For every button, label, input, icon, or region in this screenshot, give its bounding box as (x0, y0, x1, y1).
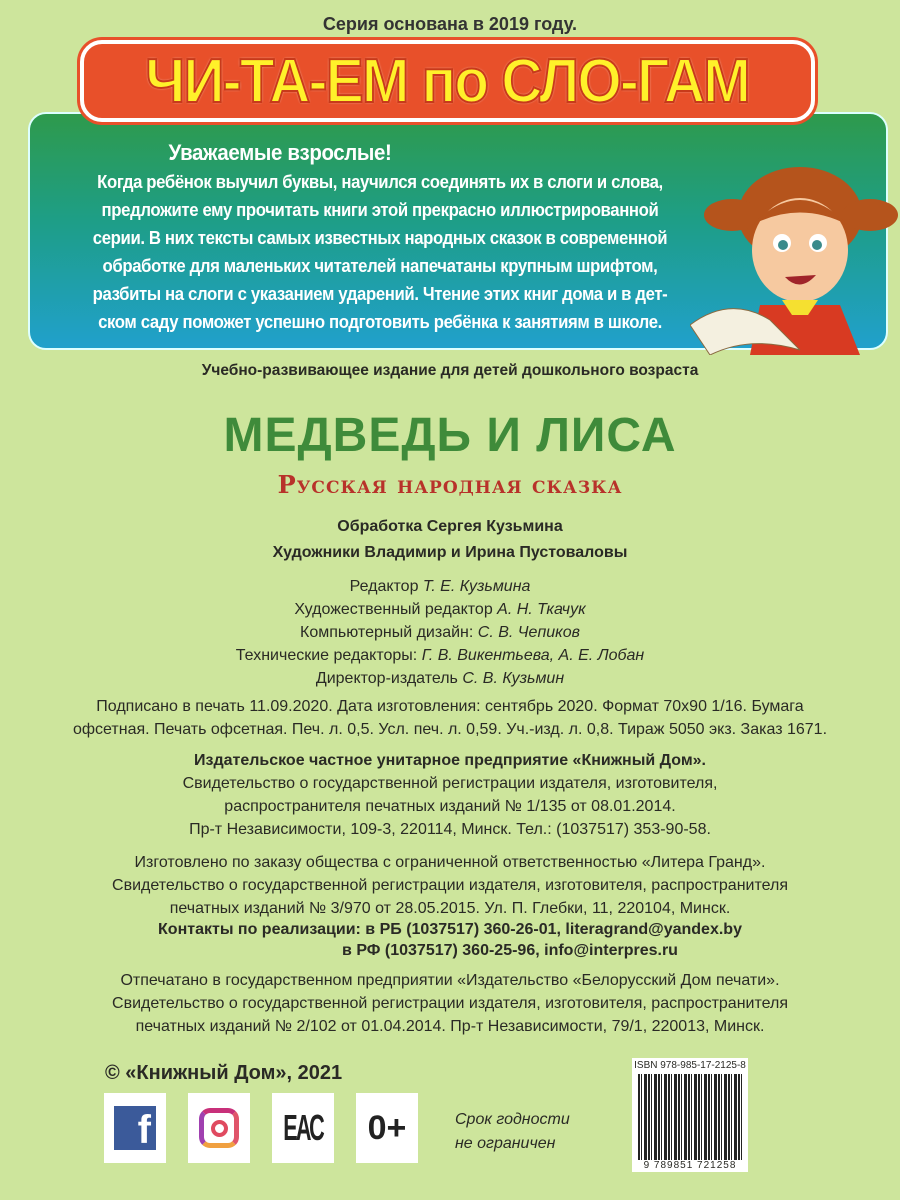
edition-type: Учебно-развивающее издание для детей дошкольного возраста (201, 362, 699, 379)
manufacturer-line: Свидетельство о государственной регистрации издателя, изготовителя, распространителя (112, 877, 788, 894)
publisher-line: распространителя печатных изданий № 1/135 от 08.01.2014. (224, 798, 676, 815)
imprint-line: офсетная. Печать офсетная. Печ. л. 0,5. Усл. печ. л. 0,59. Уч.-изд. л. 0,8. Тираж 5050 экз. Заказ 1671. (72, 721, 828, 738)
printer-line: печатных изданий № 2/102 от 01.04.2014. Пр-т Независимости, 79/1, 220013, Минск. (135, 1018, 765, 1035)
staff-editor: Редактор Т. Е. Кузьмина (349, 578, 531, 595)
imprint-line: Подписано в печать 11.09.2020. Дата изготовления: сентябрь 2020. Формат 70x90 1/16. Бумага (96, 698, 804, 715)
adult-note-heading: Уважаемые взрослые! (168, 140, 392, 165)
staff-design: Компьютерный дизайн: С. В. Чепиков (300, 624, 580, 641)
staff-director: Директор-издатель С. В. Кузьмин (315, 670, 565, 687)
illustrators-credit: Художники Владимир и Ирина Пустоваловы (272, 544, 628, 561)
adult-note-line: серии. В них тексты самых известных народных сказок в современной (92, 228, 668, 248)
publisher-line: Пр-т Независимости, 109-3, 220114, Минск. Тел.: (1037517) 353-90-58. (189, 821, 711, 838)
manufacturer-line: Изготовлено по заказу общества с ограниченной ответственностью «Литера Гранд». (134, 854, 766, 871)
series-title: ЧИ-ТА-ЕМ по СЛО-ГАМ (145, 46, 750, 116)
publisher-line: Свидетельство о государственной регистрации издателя, изготовителя, (182, 775, 718, 792)
adult-note-line: ском саду поможет успешно подготовить ребёнка к занятиям в школе. (98, 312, 662, 332)
book-title: МЕДВЕДЬ И ЛИСА (223, 409, 677, 462)
contacts-line: Контакты по реализации: в РБ (1037517) 360-26-01, literagrand@yandex.by (158, 921, 742, 938)
barcode-bars (638, 1074, 742, 1160)
adaptation-credit: Обработка Сергея Кузьмина (337, 518, 563, 535)
facebook-icon[interactable]: f (104, 1093, 166, 1163)
adult-note-line: разбиты на слоги с указанием ударений. Чтение этих книг дома и в дет- (92, 284, 668, 304)
staff-art-editor: Художественный редактор А. Н. Ткачук (294, 601, 586, 618)
manufacturer-line: печатных изданий № 3/970 от 28.05.2015. Ул. П. Глебки, 11, 220104, Минск. (169, 900, 731, 917)
age-rating-badge: 0+ (356, 1093, 418, 1163)
book-subtitle: Русская народная сказка (277, 470, 623, 499)
publisher-name: Издательское частное унитарное предприятие «Книжный Дом». (193, 752, 706, 769)
instagram-icon[interactable] (188, 1093, 250, 1163)
girl-reading-illustration (690, 155, 900, 355)
series-title-banner (80, 40, 815, 122)
staff-tech-editors: Технические редакторы: Г. В. Викентьева, А. Е. Лобан (235, 647, 645, 664)
printer-line: Отпечатано в государственном предприятии «Издательство «Белорусский Дом печати». (120, 972, 780, 989)
contacts-line: в РФ (1037517) 360-25-96, info@interpres.ru (342, 942, 678, 959)
isbn-barcode: ISBN 978-985-17-2125-8 9 789851 721258 (632, 1058, 748, 1172)
series-note: Серия основана в 2019 году. (322, 14, 578, 34)
printer-line: Свидетельство о государственной регистрации издателя, изготовителя, распространителя (112, 995, 788, 1012)
adult-note-line: предложите ему прочитать книги этой прекрасно иллюстрированной (101, 200, 659, 220)
adult-note-line: обработке для маленьких читателей напечатаны крупным шрифтом, (102, 256, 658, 276)
copyright: © «Книжный Дом», 2021 (105, 1062, 343, 1084)
adult-note-line: Когда ребёнок выучил буквы, научился соединять их в слоги и слова, (97, 172, 663, 192)
shelf-life: Срок годности не ограничен (455, 1111, 570, 1152)
eac-mark-icon: ЕАС (272, 1093, 334, 1163)
